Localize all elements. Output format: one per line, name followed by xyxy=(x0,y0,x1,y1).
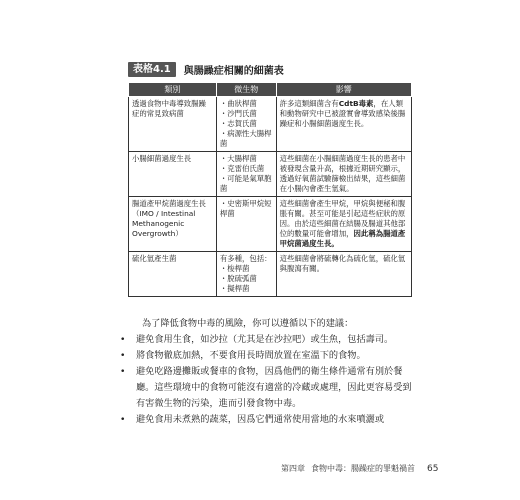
table-row xyxy=(129,197,412,252)
microbe-cell xyxy=(216,252,276,297)
microbe-cell xyxy=(216,152,276,197)
list-item-text: 避免吃路邊攤販或餐車的食物，因爲他們的衛生條件通常有別於餐廳。這些環境中的食物可能沒有適當的冷藏或處理，因此更容易受到有害微生物的污染，進而引發食物中毒。 xyxy=(136,366,412,409)
effect-text: 許多這類細菌含有 xyxy=(279,99,339,108)
list-item-text: 避免食用未煮熟的蔬菜，因爲它們通常使用當地的水來噴灑或 xyxy=(136,414,385,425)
microbe-item: ・克雷伯氏菌 xyxy=(219,164,265,173)
body-text xyxy=(118,316,418,428)
microbe-cell xyxy=(216,97,276,152)
page-number: 65 xyxy=(427,463,439,474)
microbe-item: ・梭桿菌 xyxy=(219,264,250,273)
effect-cell xyxy=(276,197,411,252)
bullet-icon: • xyxy=(120,366,126,377)
microbe-item: ・擬桿菌 xyxy=(219,284,250,293)
intro-paragraph: 為了降低食物中毒的風險，你可以遵循以下的建議： xyxy=(142,318,354,329)
advice-list xyxy=(118,332,418,428)
microbe-item: 有多種，包括： xyxy=(219,254,272,263)
microbe-item: ・史密斯甲烷短桿菌 xyxy=(219,199,272,218)
effect-text: 這些細菌會產生甲烷，甲烷與便秘和腹脹有關。甚至可能是引起這些症狀的原因。由於這些細菌在結腸及腸道其他部位的數量可能會增加， xyxy=(279,199,406,238)
table-row xyxy=(129,252,412,297)
bacteria-table xyxy=(128,82,412,297)
microbe-item: ・大腸桿菌 xyxy=(219,154,257,163)
microbe-item: ・志賀氏菌 xyxy=(219,119,257,128)
effect-bold-text: 因此稱為腸道產甲烷菌過度生長。 xyxy=(279,229,406,248)
microbe-cell xyxy=(216,197,276,252)
microbe-item: ・曲狀桿菌 xyxy=(219,99,257,108)
category-cell: 透過食物中毒導致腸躁症的常見致病菌 xyxy=(129,97,217,152)
header-effect: 影響 xyxy=(276,83,411,97)
effect-cell xyxy=(276,252,411,297)
effect-cell xyxy=(276,152,411,197)
list-item xyxy=(118,364,418,412)
list-item xyxy=(118,348,418,364)
category-cell: 腸道產甲烷菌過度生長（IMO / Intestinal Methanogenic Overgrowth） xyxy=(129,197,217,252)
list-item xyxy=(118,332,418,348)
table-row xyxy=(129,152,412,197)
microbe-item: ・病源性大腸桿菌 xyxy=(219,129,272,148)
category-cell: 硫化氫產生菌 xyxy=(129,252,217,297)
header-category: 類別 xyxy=(129,83,217,97)
table-header-row xyxy=(129,83,412,97)
effect-text-tail: ，在人類和動物研究中已被證實會導致感染後腸躁症和小腸細菌過度生長。 xyxy=(279,99,406,128)
footer-chapter: 第四章 xyxy=(281,464,305,473)
table-caption: 與腸躁症相關的細菌表 xyxy=(183,65,284,77)
microbe-item: ・可能是氣單胞菌 xyxy=(219,174,272,193)
bullet-icon: • xyxy=(120,414,126,425)
list-item-text: 將食物徹底加熱，不要食用長時間放置在室溫下的食物。 xyxy=(136,350,366,361)
table-row xyxy=(129,97,412,152)
list-item xyxy=(118,412,418,428)
effect-bold-text: CdtB毒素 xyxy=(338,99,374,108)
table-title-row xyxy=(128,61,284,77)
microbe-item: ・沙門氏菌 xyxy=(219,109,257,118)
list-item-text: 避免食用生食，如沙拉（尤其是在沙拉吧）或生魚，包括壽司。 xyxy=(136,334,394,345)
footer-title: 食物中毒：腸躁症的罪魁禍首 xyxy=(311,464,415,473)
bullet-icon: • xyxy=(120,334,126,345)
page-footer xyxy=(281,463,438,474)
table-label-badge: 表格4.1 xyxy=(128,62,176,77)
effect-text: 這些細菌會將硫轉化為硫化氫，硫化氫與腹瀉有關。 xyxy=(279,254,406,273)
bullet-icon: • xyxy=(120,350,126,361)
header-microbe: 微生物 xyxy=(216,83,276,97)
microbe-item: ・脫硫弧菌 xyxy=(219,274,257,283)
category-cell: 小腸細菌過度生長 xyxy=(129,152,217,197)
effect-text: 這些細菌在小腸細菌過度生長的患者中被發現含量升高，根據近期研究顯示，透過好氧菌試驗篩檢出結果，這些細菌在小腸內會產生氫氣。 xyxy=(279,154,406,193)
effect-cell xyxy=(276,97,411,152)
